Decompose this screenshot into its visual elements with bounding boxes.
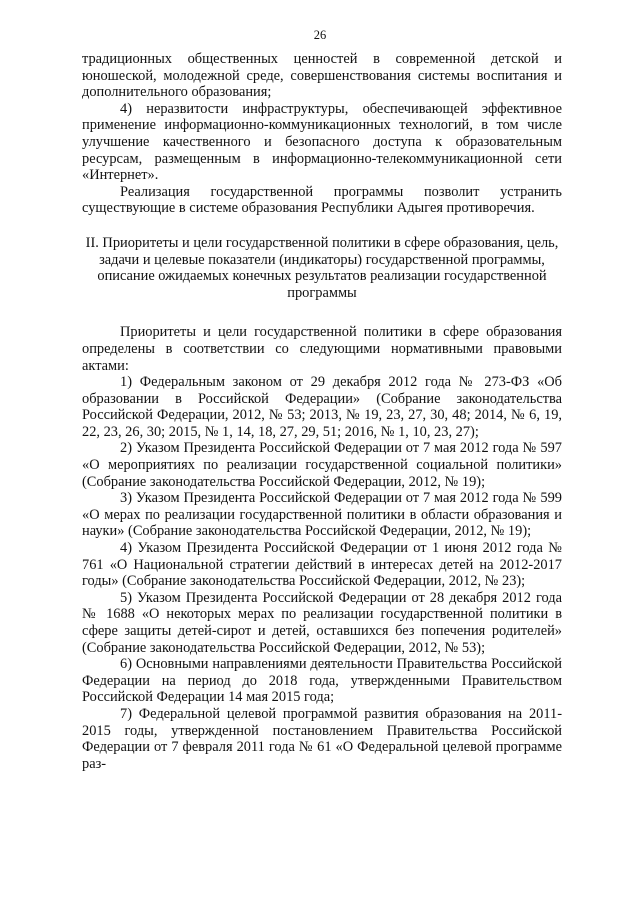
list-item: 4) Указом Президента Российской Федерации от 1 июня 2012 года № 761 «О Национальной стратегии действий в интересах детей на 2012-2017 годы» (Собрание законодательства Российской Федерации, 2012, № 23); (82, 540, 562, 590)
paragraph-intro: Приоритеты и цели государственной политики в сфере образования определены в соответствии со следующими нормативными правовыми актами: (82, 324, 562, 374)
page-content (82, 51, 562, 772)
paragraph-summary: Реализация государственной программы позволит устранить существующие в системе образования Республики Адыгея противоречия. (82, 183, 562, 217)
list-item: 3) Указом Президента Российской Федерации от 7 мая 2012 года № 599 «О мерах по реализации государственной политики в области образования и науки» (Собрание законодательства Российской Федерации, 2012, № 19); (82, 490, 562, 540)
section-heading: II. Приоритеты и цели государственной политики в сфере образования, цель, задачи и целевые показатели (индикаторы) государственной программы, описание ожидаемых конечных результатов реализации государственной программы (85, 234, 559, 301)
list-item: 6) Основными направлениями деятельности Правительства Российской Федерации на период до 2018 года, утвержденными Правительством Российской Федерации 14 мая 2015 года; (82, 656, 562, 706)
paragraph-item-4: 4) неразвитости инфраструктуры, обеспечивающей эффективное применение информационно-коммуникационных технологий, в том числе улучшение качественного и безопасного доступа к образовательным ресурсам, размещенным в информационно-телекоммуникационной сети «Интернет». (82, 100, 562, 184)
list-item: 2) Указом Президента Российской Федерации от 7 мая 2012 года № 597 «О мероприятиях по реализации государственной социальной политики» (Собрание законодательства Российской Федерации, 2012, № 19); (82, 440, 562, 490)
list-item: 7) Федеральной целевой программой развития образования на 2011-2015 годы, утвержденной постановлением Правительства Российской Федерации от 7 февраля 2011 года № 61 «О Федеральной целевой программе раз- (82, 705, 562, 772)
paragraph-continuation: традиционных общественных ценностей в современной детской и юношеской, молодежной среде, совершенствования системы воспитания и дополнительного образования; (82, 51, 562, 101)
page-number: 26 (313, 28, 327, 42)
list-item: 5) Указом Президента Российской Федерации от 28 декабря 2012 года № 1688 «О некоторых мерах по реализации государственной политики в сфере защиты детей-сирот и детей, оставшихся без попечения родителей» (Собрание законодательства Российской Федерации, 2012, № 53); (82, 589, 562, 656)
list-item: 1) Федеральным законом от 29 декабря 2012 года № 273-ФЗ «Об образовании в Российской Федерации» (Собрание законодательства Российской Федерации, 2012, № 53; 2013, № 19, 23, 27, 30, 48; 2014, № 6, 19, 22, 23, 26, 30; 2015, № 1, 14, 18, 27, 29, 51; 2016, № 1, 10, 23, 27); (82, 374, 562, 440)
